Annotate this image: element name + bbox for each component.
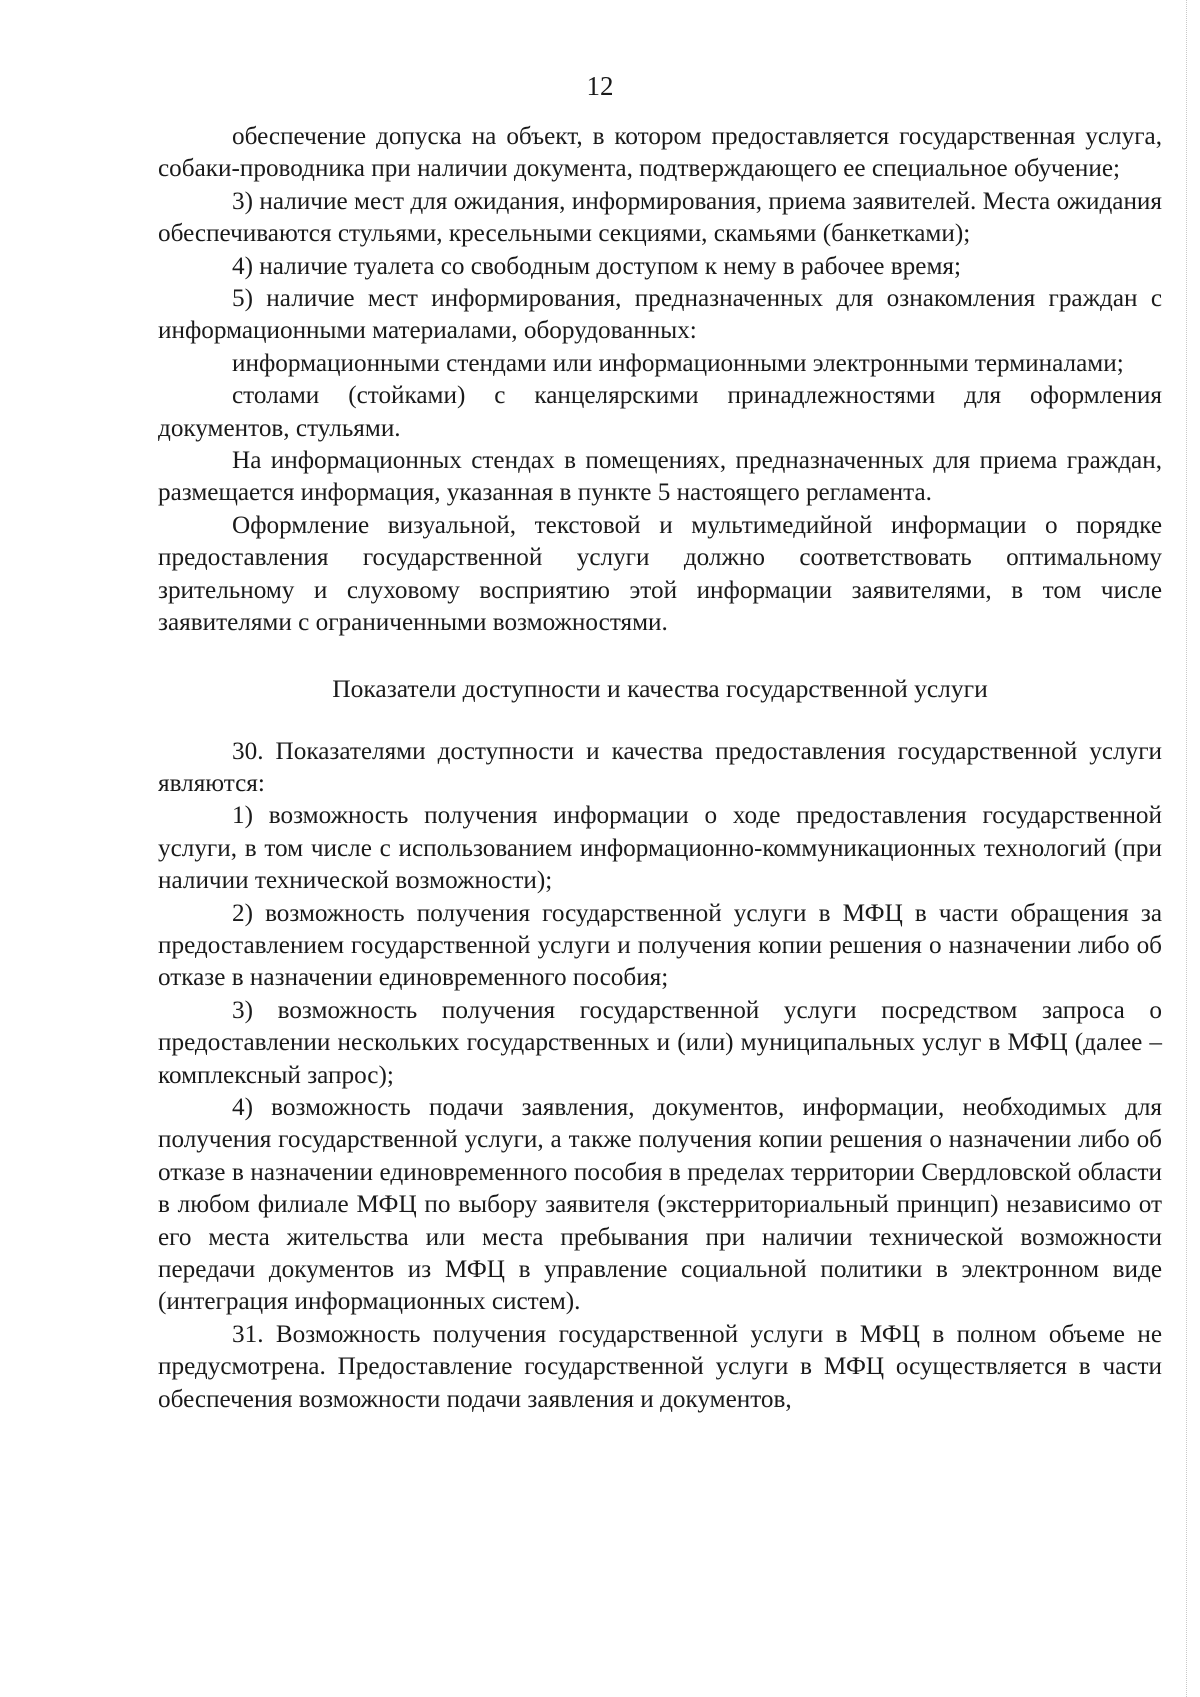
paragraph-guide-dog-access: обеспечение допуска на объект, в котором предоставляется государственная услуга, собаки-проводника при наличии документа, подтверждающего ее специальное обучение; bbox=[158, 123, 1162, 183]
paragraph-toilet: 4) наличие туалета со свободным доступом к нему в рабочее время; bbox=[232, 252, 961, 280]
paragraph-30-item-4: 4) возможность подачи заявления, документов, информации, необходимых для получения государственной услуги, а также получения копии решения о назначении либо об отказе в назначении единовременного пособия в пределах территории Свердловской области в любом филиале МФЦ по выбору заявителя (экстерриториальный принцип) независимо от его места жительства или места пребывания при наличии технической возможности передачи документов из МФЦ в управление социальной политики в электронном виде (интеграция информационных систем). bbox=[158, 1093, 1162, 1316]
document-body bbox=[158, 121, 1162, 1416]
page-number: 12 bbox=[586, 71, 614, 101]
scan-edge-line bbox=[1186, 0, 1187, 1697]
paragraph-tables: столами (стойками) с канцелярскими принадлежностями для оформления документов, стульями. bbox=[158, 382, 1162, 442]
paragraph-stand-information: На информационных стендах в помещениях, предназначенных для приема граждан, размещается информация, указанная в пункте 5 настоящего регламента. bbox=[158, 447, 1162, 507]
paragraph-information-design: Оформление визуальной, текстовой и мультимедийной информации о порядке предоставления государственной услуги должно соответствовать оптимальному зрительному и слуховому восприятию этой информации заявителями, в том числе заявителями с ограниченными возможностями. bbox=[158, 511, 1162, 637]
paragraph-30-item-1: 1) возможность получения информации о ходе предоставления государственной услуги, в том числе с использованием информационно-коммуникационных технологий (при наличии технической возможности); bbox=[158, 802, 1162, 895]
paragraph-30-indicators: 30. Показателями доступности и качества предоставления государственной услуги являются: bbox=[158, 737, 1162, 797]
paragraph-30-item-3: 3) возможность получения государственной услуги посредством запроса о предоставлении нескольких государственных и (или) муниципальных услуг в МФЦ (далее – комплексный запрос); bbox=[158, 996, 1162, 1089]
section-heading: Показатели доступности и качества государственной услуги bbox=[332, 673, 988, 703]
paragraph-information-places: 5) наличие мест информирования, предназначенных для ознакомления граждан с информационными материалами, оборудованных: bbox=[158, 285, 1162, 345]
paragraph-waiting-places: 3) наличие мест для ожидания, информирования, приема заявителей. Места ожидания обеспечиваются стульями, кресельными секциями, скамьями (банкетками); bbox=[158, 187, 1162, 248]
paragraph-31: 31. Возможность получения государственной услуги в МФЦ в полном объеме не предусмотрена. Предоставление государственной услуги в МФЦ осуществляется в части обеспечения возможности подачи заявления и документов, bbox=[158, 1320, 1162, 1413]
paragraph-info-stands: информационными стендами или информационными электронными терминалами; bbox=[232, 349, 1124, 377]
paragraph-30-item-2: 2) возможность получения государственной услуги в МФЦ в части обращения за предоставлением государственной услуги и получения копии решения о назначении либо об отказе в назначении единовременного пособия; bbox=[158, 899, 1162, 992]
